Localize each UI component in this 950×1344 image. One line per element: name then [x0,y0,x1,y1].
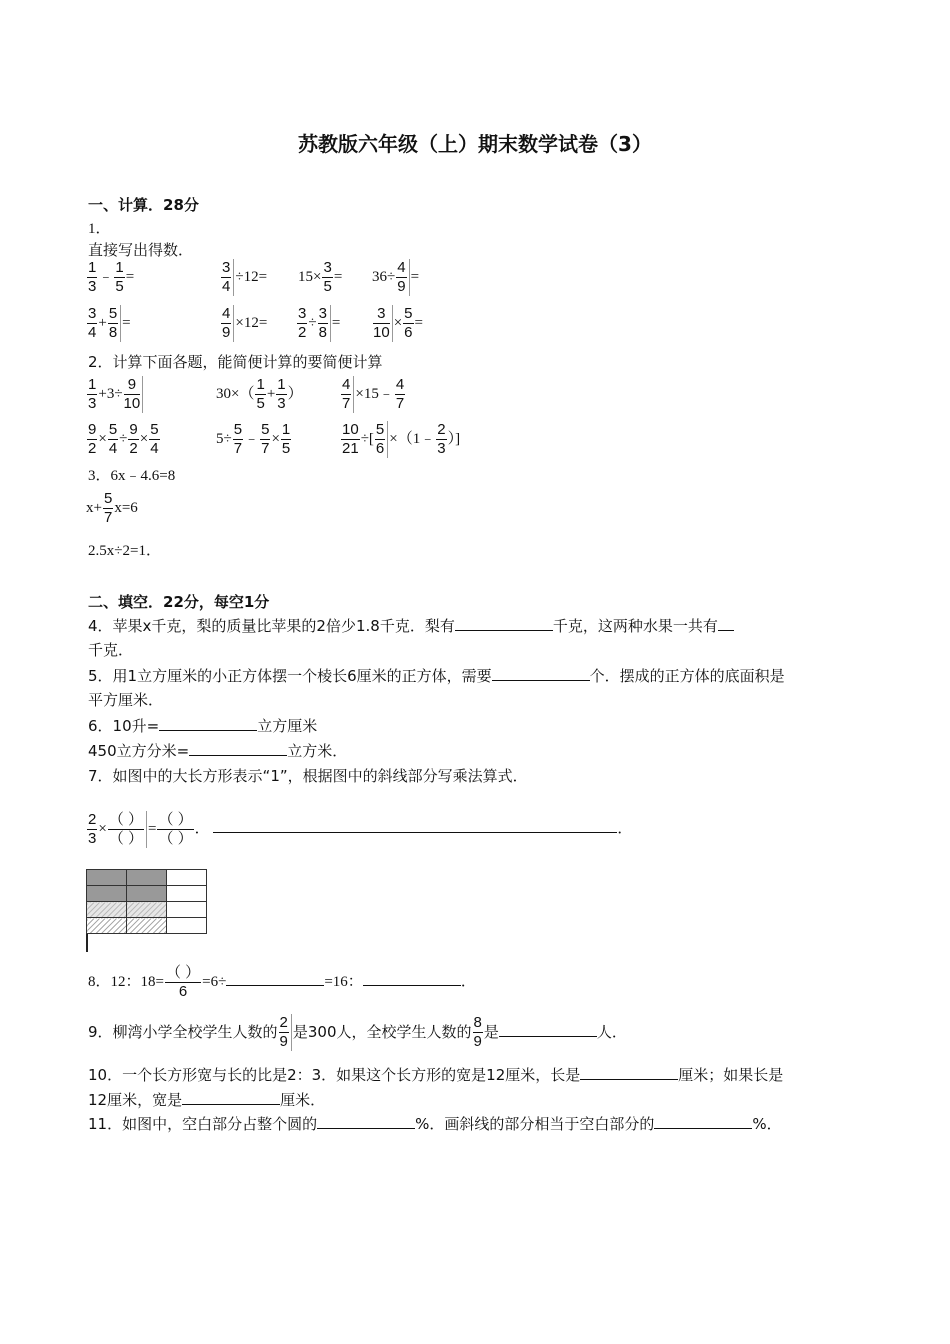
fraction: $\frac{5}{8}$ [108,305,121,342]
fraction: $\frac{1}{3}$ [277,376,286,412]
q3-equation-a: 3．6x﹣4.6=8 [88,468,176,484]
q9-blank[interactable] [499,1022,597,1037]
fraction: $\frac{2}{3}$ [88,811,97,847]
q4-blank-1[interactable] [455,616,553,631]
q1-expr-5: $\frac{3}{4}$ + $\frac{5}{8}$ = [88,305,131,341]
q10-blank-1[interactable] [580,1065,678,1080]
q3-equation-b: x+ $\frac{5}{7}$ x=6 [86,490,138,526]
section-2-heading: 二、填空．22分，每空1分 [88,593,270,611]
page-title: 苏教版六年级（上）期末数学试卷（3） [298,132,652,156]
q10-blank-2[interactable] [182,1090,280,1105]
fraction: $\frac{1}{5}$ [115,259,124,295]
fraction: $\frac{4}{7}$ [395,376,405,412]
fraction: $\frac{10}{21}$ [342,421,359,457]
fraction: $\frac{5}{6}$ [404,305,413,341]
q1-expr-2: $\frac{3}{4}$ ÷12= [222,259,268,295]
q2-expr-5: 5÷ $\frac{5}{7}$ ﹣ $\frac{5}{7}$ × $\frac{1}{5}$ [216,421,291,457]
q2-expr-2: 30×（ $\frac{1}{5}$ + $\frac{1}{3}$ ） [216,376,303,412]
q2-expr-6: $\frac{10}{21}$ ÷[ $\frac{5}{6}$ ×（1﹣ $\frac{2}{3}$ ）] [342,421,461,457]
q8-blank-1[interactable] [226,971,324,986]
q1-expr-6: $\frac{4}{9}$ ×12= [222,305,268,341]
fraction: $\frac{4}{9}$ [221,305,234,342]
fraction: $\frac{5}{7}$ [103,490,113,526]
fraction: $\frac{3}{2}$ [298,305,307,341]
q6-line-2: 450立方分米= 立方米． [88,742,348,760]
q2-expr-3: $\frac{4}{7}$ ×15﹣ $\frac{4}{7}$ [342,376,405,412]
q8-blank-2[interactable] [363,971,461,986]
section-1-heading: 一、计算．28分 [88,196,199,214]
fraction: $\frac{3}{8}$ [318,305,331,342]
fraction: $\frac{5}{4}$ [150,421,159,457]
q7-blank[interactable] [213,818,617,833]
q11-blank-1[interactable] [317,1114,415,1129]
fraction: $\frac{4}{7}$ [341,376,354,413]
q10-line-2: 12厘米，宽是 厘米． [88,1091,326,1109]
q6-blank-2[interactable] [189,741,287,756]
fraction: $\frac{5}{7}$ [233,421,243,457]
fraction: $\frac{9}{10}$ [124,376,144,413]
q7-rectangle-figure [86,869,207,934]
q5-line-2: 平方厘米． [88,691,164,709]
q1-expr-3: 15× $\frac{3}{5}$ = [298,259,343,295]
fraction: $\frac{2}{9}$ [279,1014,292,1051]
q4-line-2: 千克． [88,641,134,659]
q1-expr-1: $\frac{1}{3}$ ﹣ $\frac{1}{5}$ = [88,259,135,295]
q2-expr-1: $\frac{1}{3}$ +3÷ $\frac{9}{10}$ [86,376,144,413]
fraction: $\frac{2}{3}$ [437,421,446,457]
fraction: $\frac{5}{6}$ [375,421,388,458]
q1-expr-7: $\frac{3}{2}$ ÷ $\frac{3}{8}$ = [298,305,341,341]
q6-line-1: 6．10升= 立方厘米 [88,717,318,735]
q7-text: 7．如图中的大长方形表示“1”，根据图中的斜线部分写乘法算式． [88,767,528,785]
q1-number: 1． [88,221,111,237]
fraction: $\frac{5}{4}$ [108,421,118,457]
q11-blank-2[interactable] [654,1114,752,1129]
q6-blank-1[interactable] [159,716,257,731]
q9-line: 9．柳湾小学全校学生人数的 $\frac{2}{9}$ 是300人，全校学生人数的 $\frac{8}{9}$ 是 人． [88,1014,627,1050]
fraction: $\frac{1}{3}$ [88,376,97,412]
fraction: $\frac{4}{9}$ [396,259,409,296]
fraction: $\frac{5}{7}$ [261,421,270,457]
q5-line-1: 5．用1立方厘米的小正方体摆一个棱长6厘米的正方体，需要 个．摆成的正方体的底面积是 [88,667,785,685]
q11-line: 11．如图中，空白部分占整个圆的 %．画斜线的部分相当于空白部分的 %． [88,1115,782,1133]
fraction: $\frac{3}{10}$ [373,305,393,342]
fraction: $\frac{1}{5}$ [256,376,265,412]
q10-line-1: 10．一个长方形宽与长的比是2：3．如果这个长方形的宽是12厘米，长是 厘米；如果长是 [88,1066,784,1084]
q1-expr-8: $\frac{3}{10}$ × $\frac{5}{6}$ = [373,305,423,341]
q1-expr-4: 36÷ $\frac{4}{9}$ = [372,259,420,295]
fraction: （ ） （ ） [108,811,147,848]
q2-instruction: 2．计算下面各题，能简便计算的要简便计算 [88,353,383,371]
fraction: $\frac{9}{2}$ [129,421,138,457]
q7-formula: $\frac{2}{3}$ × （ ） （ ） = （ ） （ ） ． ． [88,811,633,847]
fraction: （ ） 6 [165,964,201,1000]
q5-blank-1[interactable] [492,666,590,681]
fraction: $\frac{8}{9}$ [473,1014,482,1050]
fraction: （ ） （ ） [158,811,193,847]
q1-instruction: 直接写出得数． [88,241,194,259]
q4-line-1: 4．苹果x千克，梨的质量比苹果的2倍少1.8千克．梨有 千克，这两种水果一共有 [88,616,734,636]
fraction: $\frac{3}{4}$ [221,259,234,296]
q2-expr-4: $\frac{9}{2}$ × $\frac{5}{4}$ ÷ $\frac{9}{2}$ × $\frac{5}{4}$ [88,421,159,457]
q4-blank-2[interactable] [718,616,734,631]
q3-equation-c: 2.5x÷2=1． [88,543,161,559]
fraction: $\frac{1}{5}$ [281,421,291,457]
fraction: $\frac{3}{5}$ [323,259,332,295]
q8-line: 8．12：18= （ ） 6 =6÷ =16： ． [88,964,476,1000]
fraction: $\frac{9}{2}$ [88,421,97,457]
fraction: $\frac{3}{4}$ [88,305,97,341]
fraction: $\frac{1}{3}$ [88,259,97,295]
